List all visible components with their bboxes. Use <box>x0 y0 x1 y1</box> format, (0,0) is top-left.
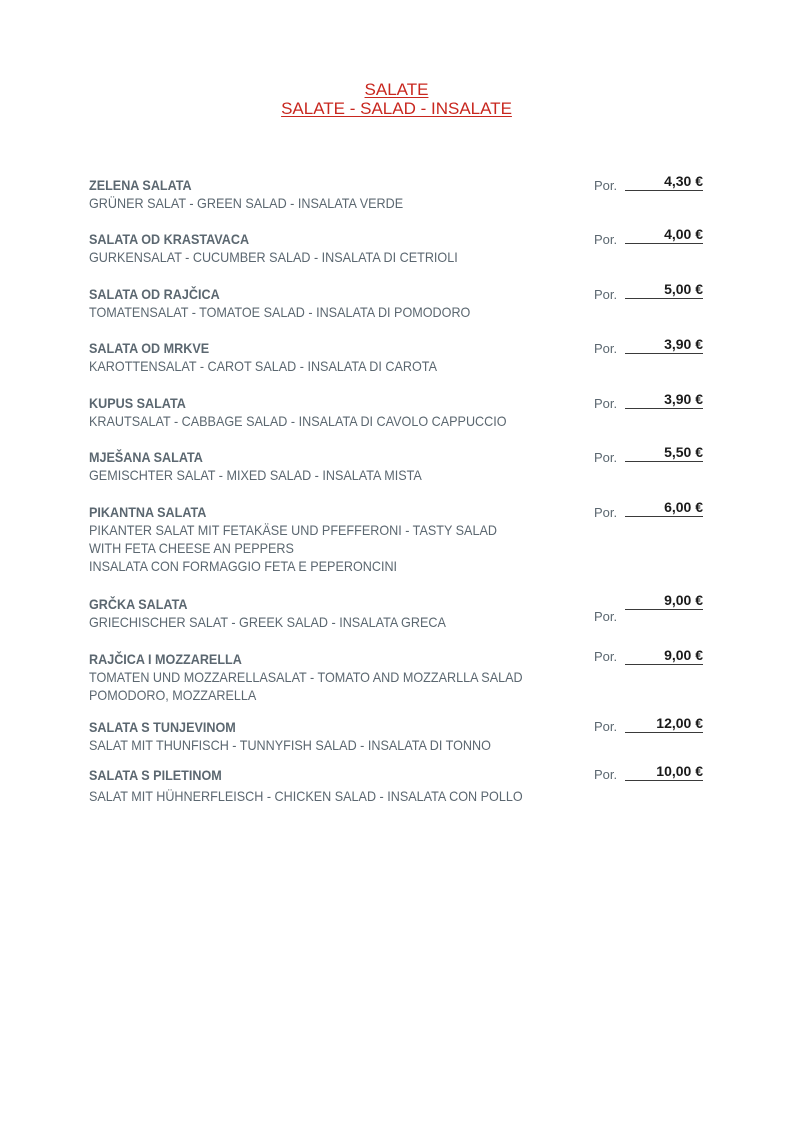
item-name: RAJČICA I MOZZARELLA <box>89 651 242 667</box>
portion-label: Por. <box>594 232 618 247</box>
section-subtitle: SALATE - SALAD - INSALATE <box>281 99 512 118</box>
item-price: 5,50 € <box>625 444 703 462</box>
item-price: 4,00 € <box>625 226 703 244</box>
item-description: SALAT MIT THUNFISCH - TUNNYFISH SALAD - INSALATA DI TONNO <box>89 737 491 753</box>
menu-header <box>0 80 793 118</box>
item-description: GRIECHISCHER SALAT - GREEK SALAD - INSALATA GRECA <box>89 614 446 630</box>
item-description: KAROTTENSALAT - CAROT SALAD - INSALATA DI CAROTA <box>89 358 437 374</box>
item-name: SALATA OD RAJČICA <box>89 286 220 302</box>
portion-label: Por. <box>594 649 618 664</box>
item-description: SALAT MIT HÜHNERFLEISCH - CHICKEN SALAD - INSALATA CON POLLO <box>89 788 523 804</box>
portion-label: Por. <box>594 450 618 465</box>
item-description: PIKANTER SALAT MIT FETAKÄSE UND PFEFFERONI - TASTY SALAD <box>89 522 497 538</box>
portion-label: Por. <box>594 341 618 356</box>
item-name: GRČKA SALATA <box>89 596 188 612</box>
item-price: 3,90 € <box>625 391 703 409</box>
portion-label: Por. <box>594 767 618 782</box>
item-description: GEMISCHTER SALAT - MIXED SALAD - INSALATA MISTA <box>89 467 422 483</box>
item-price: 4,30 € <box>625 173 703 191</box>
item-name: MJEŠANA SALATA <box>89 449 203 465</box>
section-title: SALATE <box>364 80 429 99</box>
item-name: ZELENA SALATA <box>89 177 192 193</box>
portion-label: Por. <box>594 178 618 193</box>
item-price: 12,00 € <box>625 715 703 733</box>
item-name: PIKANTNA SALATA <box>89 504 207 520</box>
item-description: GURKENSALAT - CUCUMBER SALAD - INSALATA DI CETRIOLI <box>89 249 458 265</box>
portion-label: Por. <box>594 609 618 624</box>
item-description: INSALATA CON FORMAGGIO FETA E PEPERONCINI <box>89 558 398 574</box>
item-price: 9,00 € <box>625 647 703 665</box>
item-description: WITH FETA CHEESE AN PEPPERS <box>89 540 294 556</box>
item-price: 3,90 € <box>625 336 703 354</box>
item-name: SALATA OD MRKVE <box>89 340 210 356</box>
item-description: GRÜNER SALAT - GREEN SALAD - INSALATA VERDE <box>89 195 404 211</box>
item-name: SALATA OD KRASTAVACA <box>89 231 250 247</box>
portion-label: Por. <box>594 505 618 520</box>
item-description: TOMATENSALAT - TOMATOE SALAD - INSALATA DI POMODORO <box>89 304 471 320</box>
item-name: SALATA S PILETINOM <box>89 767 222 783</box>
portion-label: Por. <box>594 287 618 302</box>
item-price: 10,00 € <box>625 763 703 781</box>
portion-label: Por. <box>594 719 618 734</box>
item-price: 6,00 € <box>625 499 703 517</box>
item-description: POMODORO, MOZZARELLA <box>89 687 257 703</box>
item-name: KUPUS SALATA <box>89 395 186 411</box>
item-price: 9,00 € <box>625 592 703 610</box>
item-description: TOMATEN UND MOZZARELLASALAT - TOMATO AND MOZZARLLA SALAD <box>89 669 523 685</box>
item-price: 5,00 € <box>625 281 703 299</box>
item-name: SALATA S TUNJEVINOM <box>89 719 236 735</box>
item-description: KRAUTSALAT - CABBAGE SALAD - INSALATA DI CAVOLO CAPPUCCIO <box>89 413 507 429</box>
portion-label: Por. <box>594 396 618 411</box>
